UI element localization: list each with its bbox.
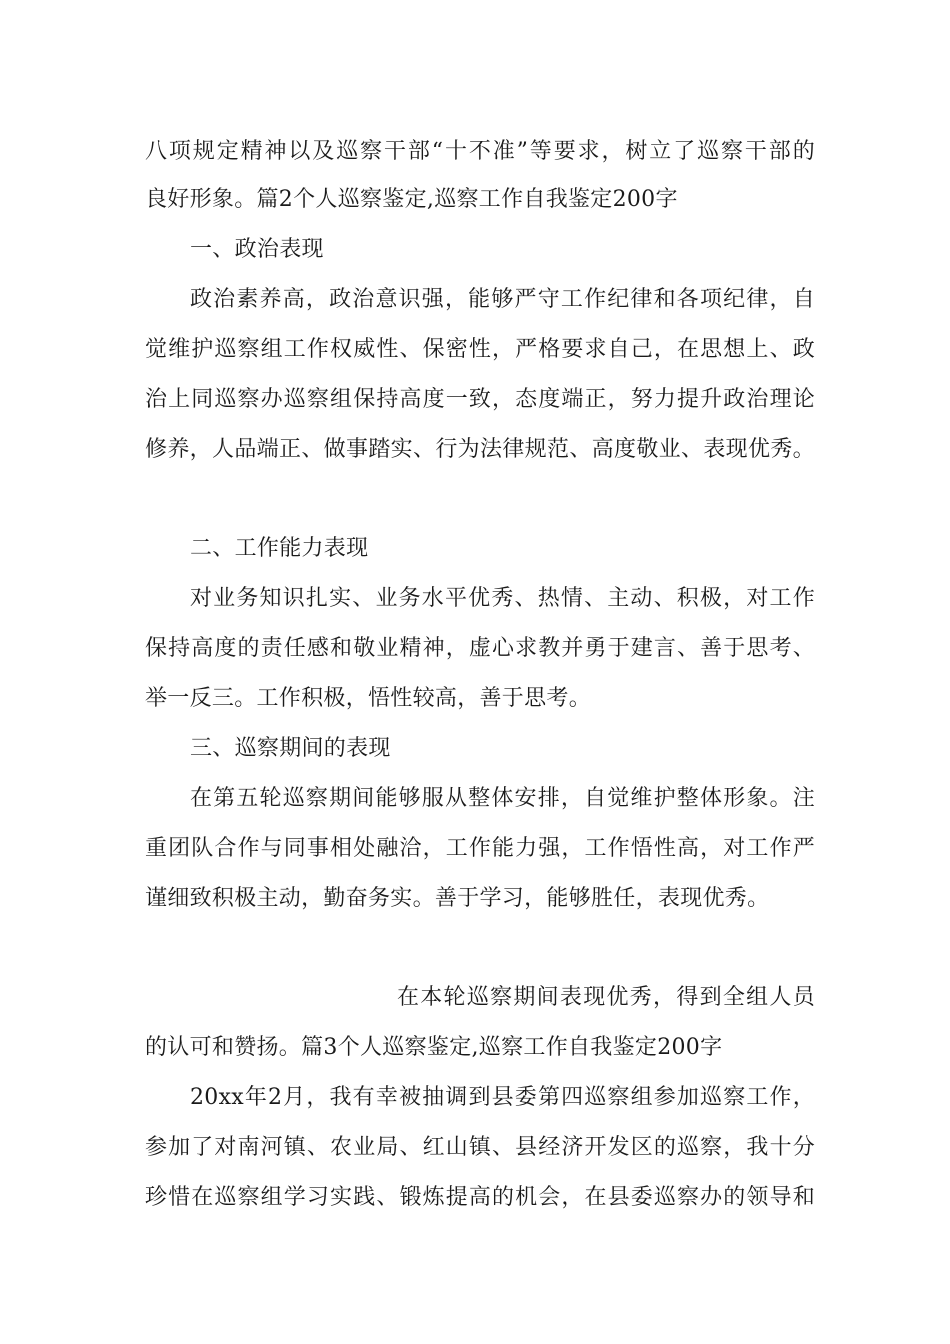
section-heading: 三、巡察期间的表现 [190,736,391,761]
text-line: 在第五轮巡察期间能够服从整体安排，自觉维护整体形象。注 [190,786,815,811]
text-line: 举一反三。工作积极，悟性较高，善于思考。 [145,686,592,711]
text-line: 八项规定精神以及巡察干部“十不准”等要求，树立了巡察干部的 [145,139,815,164]
text-line: 政治素养高，政治意识强，能够严守工作纪律和各项纪律，自 [190,287,815,312]
text-line: 谨细致积极主动，勤奋务实。善于学习，能够胜任，表现优秀。 [145,886,770,911]
text-line: 觉维护巡察组工作权威性、保密性，严格要求自己，在思想上、政 [145,337,815,362]
text-line: 修养，人品端正、做事踏实、行为法律规范、高度敬业、表现优秀。 [145,437,815,462]
text-line: 20xx年2月，我有幸被抽调到县委第四巡察组参加巡察工作， [190,1085,815,1110]
text-line: 重团队合作与同事相处融洽，工作能力强，工作悟性高，对工作严 [145,836,815,861]
text-line: 良好形象。篇2个人巡察鉴定,巡察工作自我鉴定200字 [145,187,678,212]
text-line: 保持高度的责任感和敬业精神，虚心求教并勇于建言、善于思考、 [145,636,815,661]
text-line: 在本轮巡察期间表现优秀，得到全组人员 [397,985,815,1010]
text-line: 对业务知识扎实、业务水平优秀、热情、主动、积极，对工作 [190,586,815,611]
section-heading: 一、政治表现 [190,237,324,262]
text-line: 的认可和赞扬。篇3个人巡察鉴定,巡察工作自我鉴定200字 [145,1035,723,1060]
text-line: 珍惜在巡察组学习实践、锻炼提高的机会，在县委巡察办的领导和 [145,1185,815,1210]
section-heading: 二、工作能力表现 [190,536,369,561]
text-line: 参加了对南河镇、农业局、红山镇、县经济开发区的巡察，我十分 [145,1135,815,1160]
text-line: 治上同巡察办巡察组保持高度一致，态度端正，努力提升政治理论 [145,387,815,412]
